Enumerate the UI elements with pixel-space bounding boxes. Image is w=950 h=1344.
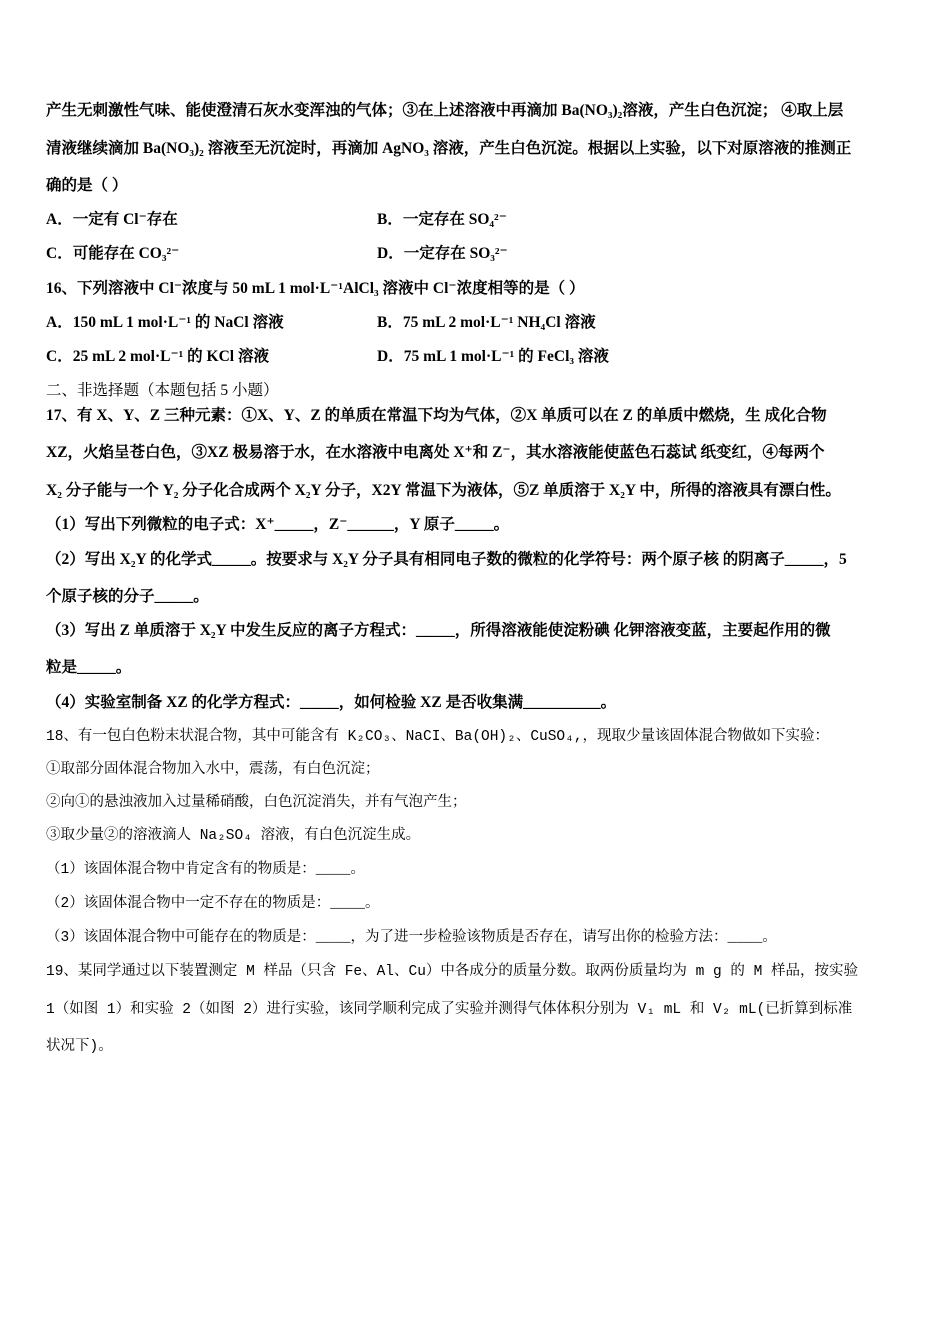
q17-stem-line-1: 17、有 X、Y、Z 三种元素：①X、Y、Z 的单质在常温下均为气体，②X 单质可以在 Z 的单质中燃烧，生 成化合物 (46, 407, 827, 424)
option-text: 可能存在 CO₃²⁻ (72, 245, 180, 262)
q15-option-a (46, 210, 178, 230)
q19-stem-line-2: 1（如图 1）和实验 2（如图 2）进行实验，该同学顺利完成了实验并测得气体体积分别为 V₁ mL 和 V₂ mL(已折算到标准 (46, 1002, 853, 1018)
q18-part-1: （1）该固体混合物中肯定含有的物质是：____。 (46, 862, 366, 878)
option-label: A． (46, 314, 73, 331)
option-label: B． (377, 314, 403, 331)
option-label: D． (377, 348, 404, 365)
q18-stem: 18、有一包白色粉末状混合物，其中可能含有 K₂CO₃、NaCI、Ba(OH)₂、CuSO₄,，现取少量该固体混合物做如下实验： (46, 729, 830, 745)
q16-option-c (46, 347, 269, 367)
q15-option-c (46, 244, 179, 264)
q16-option-d (377, 347, 609, 367)
option-text: 一定存在 SO₃²⁻ (403, 245, 508, 262)
option-text: 一定存在 SO₄²⁻ (402, 211, 507, 228)
q15-option-b (377, 210, 507, 230)
q17-part-4: （4）实验室制备 XZ 的化学方程式：_____，如何检验 XZ 是否收集满__________。 (46, 694, 617, 711)
q17-stem-line-3: X₂ 分子能与一个 Y₂ 分子化合成两个 X₂Y 分子，X2Y 常温下为液体，⑤Z 单质溶于 X₂Y 中，所得的溶液具有漂白性。 (46, 482, 841, 499)
q15-option-d (377, 244, 508, 264)
q17-part-3: （3）写出 Z 单质溶于 X₂Y 中发生反应的离子方程式：_____，所得溶液能使淀粉碘 化钾溶液变蓝，主要起作用的微 (46, 622, 831, 639)
q15-stem-line-1: 产生无刺激性气味、能使澄清石灰水变浑浊的气体；③在上述溶液中再滴加 Ba(NO₃)₂溶液，产生白色沉淀； ④取上层 (46, 102, 844, 119)
option-text: 75 mL 2 mol·L⁻¹ NH₄Cl 溶液 (402, 314, 596, 331)
q17-part-1: （1）写出下列微粒的电子式：X⁺_____，Z⁻______，Y 原子_____。 (46, 516, 510, 533)
q16-option-a (46, 313, 284, 333)
q17-part-3-cont: 粒是_____。 (46, 659, 132, 676)
option-text: 75 mL 1 mol·L⁻¹ 的 FeCl₃ 溶液 (403, 348, 609, 365)
q16-stem: 16、下列溶液中 Cl⁻浓度与 50 mL 1 mol·L⁻¹AlCl₃ 溶液中 Cl⁻浓度相等的是（ ） (46, 280, 585, 297)
q16-option-b (377, 313, 596, 333)
q15-stem-line-3: 确的是（ ） (46, 177, 128, 194)
option-text: 一定有 Cl⁻存在 (72, 211, 178, 228)
section-heading: 二、非选择题（本题包括 5 小题） (46, 382, 279, 399)
option-label: C． (46, 348, 73, 365)
q17-part-2-cont: 个原子核的分子_____。 (46, 588, 209, 605)
q17-part-2: （2）写出 X₂Y 的化学式_____。按要求与 X₂Y 分子具有相同电子数的微粒的化学符号：两个原子核 的阴离子_____，5 (46, 551, 847, 568)
q17-stem-line-2: XZ，火焰呈苍白色，③XZ 极易溶于水，在水溶液中电离处 X⁺和 Z⁻，其水溶液能使蓝色石蕊试 纸变红，④每两个 (46, 444, 825, 461)
q18-part-2: （2）该固体混合物中一定不存在的物质是：____。 (46, 896, 380, 912)
option-text: 25 mL 2 mol·L⁻¹ 的 KCl 溶液 (72, 348, 269, 365)
option-label: B． (377, 211, 403, 228)
q19-stem-line-1: 19、某同学通过以下装置测定 M 样品（只含 Fe、Al、Cu）中各成分的质量分数。取两份质量均为 m g 的 M 样品，按实验 (46, 964, 859, 980)
q18-part-3: （3）该固体混合物中可能存在的物质是：____，为了进一步检验该物质是否存在，请写出你的检验方法：____。 (46, 930, 777, 946)
option-text: 150 mL 1 mol·L⁻¹ 的 NaCl 溶液 (72, 314, 284, 331)
q15-stem-line-2: 清液继续滴加 Ba(NO₃)₂ 溶液至无沉淀时，再滴加 AgNO₃ 溶液，产生白色沉淀。根据以上实验，以下对原溶液的推测正 (46, 140, 852, 157)
q18-step-2: ②向①的悬浊液加入过量稀硝酸，白色沉淀消失，并有气泡产生； (46, 795, 467, 811)
option-label: C． (46, 245, 73, 262)
q18-step-3: ③取少量②的溶液滴人 Na₂SO₄ 溶液，有白色沉淀生成。 (46, 828, 421, 844)
option-label: A． (46, 211, 73, 228)
q19-stem-line-3: 状况下)。 (46, 1039, 113, 1055)
q18-step-1: ①取部分固体混合物加入水中，震荡，有白色沉淀； (46, 762, 380, 778)
option-label: D． (377, 245, 404, 262)
